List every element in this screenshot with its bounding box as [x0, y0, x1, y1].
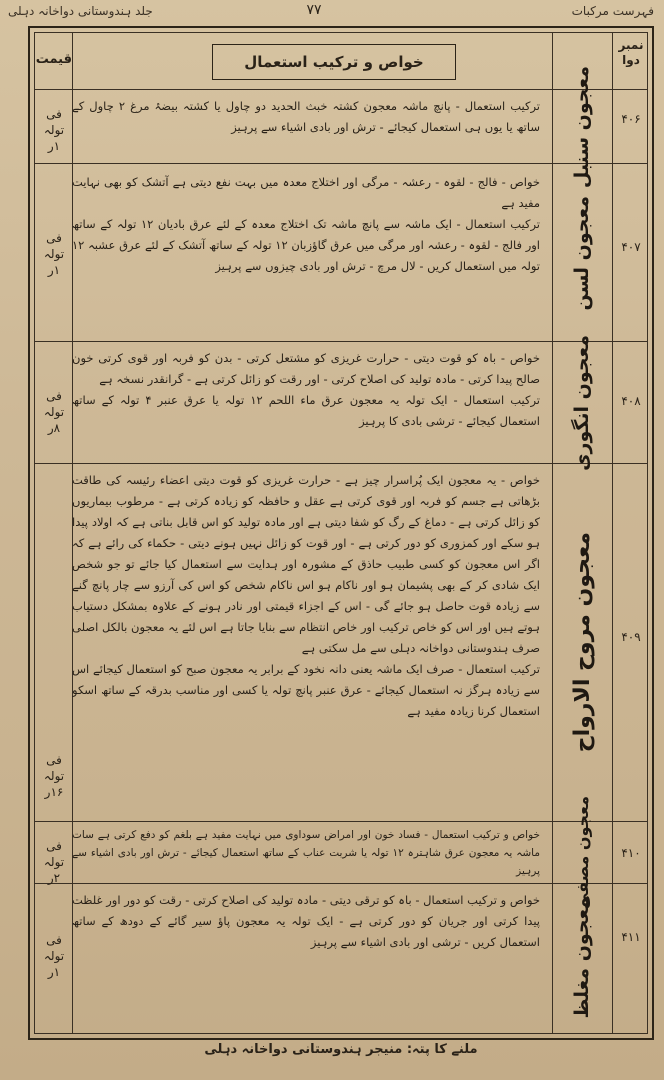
- paragraph: خواص - فالج - لقوہ - رعشہ - مرگی اور اختلاج معدہ میں بہت نفع دیتی ہے آتشک کو بھی نہایت مفید ہے: [72, 175, 540, 210]
- medicine-name: معجون انگوری: [571, 335, 593, 471]
- paragraph: ترکیب استعمال - ایک تولہ یہ معجون عرق ماء اللحم ۱۲ تولہ یا عرق عنبر ۴ تولہ کے ساتھ استعمال کیجائے - ترشی بادی کا پرہیز: [72, 393, 540, 428]
- paragraph: ترکیب استعمال - ایک ماشہ سے پانچ ماشہ تک اختلاج معدہ کے لئے عرق بادیان ۱۲ تولہ کے ساتھ اور فالج - لقوہ - رعشہ اور مرگی میں عرق گاؤزبان ۱۲ تولہ کے ساتھ آتشک کے لئے عرق عشبہ ۱۲ تولہ میں استعمال کریں - لال مرچ - ترش اور بادی چیزوں سے پرہیز: [72, 217, 540, 273]
- footer-address: ملنے کا پتہ: منیجر ہندوستانی دواخانہ دہلی: [204, 1042, 478, 1057]
- paragraph: خواص - باہ کو قوت دیتی - حرارت غریزی کو مشتعل کرتی - بدن کو فربہ اور قوی کرتی خون صالح پیدا کرتی - مادہ تولید کی اصلاح کرتی - اور رقت کو زائل کرتی ہے - گرانقدر نسخہ ہے: [72, 351, 540, 386]
- running-head-right: فہرست مرکبات: [571, 4, 654, 18]
- header-price: قیمت: [35, 52, 72, 67]
- description: [72, 826, 540, 882]
- description: [72, 890, 540, 1028]
- row-number: ۴۰۹: [621, 630, 641, 644]
- price: فی تولہ ۱ر: [43, 107, 65, 153]
- description: [72, 348, 540, 460]
- row-number: ۴۰۷: [621, 240, 641, 254]
- description: [72, 470, 540, 818]
- price: فی تولہ ۲ر: [43, 839, 65, 885]
- medicine-name: معجون سنبل: [571, 65, 593, 189]
- paragraph: خواص و ترکیب استعمال - باہ کو ترقی دیتی - مادہ تولید کی اصلاح کرتی - رقت کو دور اور غلظت پیدا کرتی اور جریان کو دور کرتی ہے - ایک تولہ یہ معجون پاؤ سیر گائے کے دودھ کے ساتھ استعمال کریں - ترشی اور بادی اشیاء سے پرہیز: [72, 893, 540, 949]
- header-number: نمبر دوا: [618, 38, 644, 67]
- paragraph: خواص و ترکیب استعمال - فساد خون اور امراض سوداوی میں نہایت مفید ہے بلغم کو دفع کرتی ہے سات ماشہ یہ معجون عرق شاہترہ ۱۲ تولہ یا شربت عناب کے ساتھ استعمال کیجائے - ترش اور بادی اشیاء سے پرہیز: [72, 829, 540, 877]
- description: [72, 96, 540, 160]
- price: فی تولہ ۱ر: [43, 231, 65, 277]
- page-number: ۷۷: [306, 2, 322, 18]
- paragraph: خواص - یہ معجون ایک پُراسرار چیز ہے - حرارت غریزی کو قوت دیتی اعضاء رئیسہ کی طاقت بڑھاتی ہے جسم کو فربہ اور قوی کرتی ہے عقل و حافظہ کو زیادہ کرتی ہے - مرطوب بیماریوں کو زائل کرتی ہے - دماغ کے رگ کو شفا دیتی ہے اور مادہ تولید کو اس قابل بناتی ہے کہ اولاد پیدا ہو سکے اور کمزوری کو دور کرتی ہے - اور قوت کو زائل نہیں ہونے دیتی - حکماء کی رائے ہے کہ اگر اس معجون کو کسی طبیب حاذق کے مشورہ اور ہدایت سے استعمال کیا جائے تو جو شخص ایک شادی کر کے بھی پشیمان ہو اور ناکام ہو اس ناکام شخص کو اس کی آرزو سے چار پانچ گنے سے زیادہ قوت حاصل ہو جائے گی - اس کے اجزاء قیمتی اور نادر ہونے کے علاوہ بمشکل دستیاب ہوتے ہیں اور اس کو خاص ترکیب اور خاص انتظام سے بنایا جاتا ہے اس لئے یہ معجون بالکل اصلی صرف ہندوستانی دواخانہ دہلی سے مل سکتی ہے: [72, 473, 540, 655]
- medicine-name: معجون مروح الارواح: [569, 531, 595, 753]
- description: [72, 172, 540, 338]
- row-number: ۴۱۰: [621, 846, 641, 860]
- row-number: ۴۰۶: [621, 112, 641, 126]
- price: فی تولہ ۱۶ر: [43, 753, 65, 799]
- paragraph: ترکیب استعمال - پانچ ماشہ معجون کشتہ خبث الحدید دو چاول یا کشتہ بیضۂ مرغ ۲ چاول کے ساتھ یا یوں ہی استعمال کیجائے - ترش اور بادی اشیاء سے پرہیز: [72, 99, 540, 134]
- medicine-name: معجون مغلظ: [571, 897, 593, 1019]
- medicine-name: معجون مصفی: [572, 796, 592, 910]
- running-head-left: جلد ہندوستانی دواخانہ دہلی: [8, 4, 153, 18]
- row-number: ۴۱۱: [621, 930, 641, 944]
- price: فی تولہ ۱ر: [43, 933, 65, 979]
- row-number: ۴۰۸: [621, 394, 641, 408]
- header-title: خواص و ترکیب استعمال: [212, 44, 456, 80]
- medicine-name: معجون لسن: [571, 195, 593, 311]
- price: فی تولہ ۸ر: [43, 389, 65, 435]
- paragraph: ترکیب استعمال - صرف ایک ماشہ یعنی دانہ نخود کے برابر یہ معجون صبح کو استعمال کیجائے اس سے زیادہ ہرگز نہ استعمال کیجائے - عرق عنبر پانچ تولہ یا کسی اور مناسب بدرقہ کے ساتھ اسکو استعمال کرنا زیادہ مفید ہے: [72, 662, 540, 718]
